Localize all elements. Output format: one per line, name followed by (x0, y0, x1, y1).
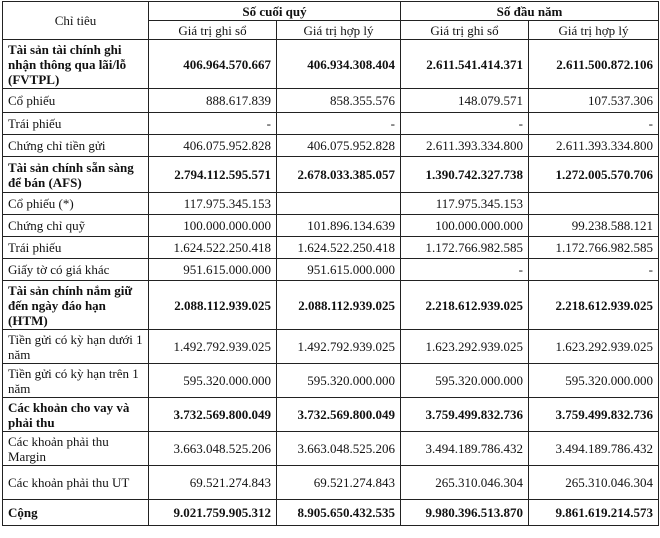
value-cell: 595.320.000.000 (529, 364, 659, 398)
value-cell: 951.615.000.000 (277, 259, 401, 281)
row-label: Trái phiếu (3, 237, 149, 259)
table-row (3, 330, 659, 364)
row-label: Giấy tờ có giá khác (3, 259, 149, 281)
value-cell: 2.611.393.334.800 (529, 135, 659, 157)
row-label: Cổ phiếu (*) (3, 193, 149, 215)
value-cell: 951.615.000.000 (149, 259, 277, 281)
value-cell: 1.623.292.939.025 (401, 330, 529, 364)
table-row (3, 432, 659, 466)
value-cell: 1.623.292.939.025 (529, 330, 659, 364)
value-cell: 265.310.046.304 (529, 466, 659, 500)
value-cell: 595.320.000.000 (149, 364, 277, 398)
header-book-value-y: Giá trị ghi sổ (401, 21, 529, 40)
value-cell (277, 193, 401, 215)
header-book-value-q: Giá trị ghi sổ (149, 21, 277, 40)
value-cell: 117.975.345.153 (401, 193, 529, 215)
value-cell: 406.964.570.667 (149, 40, 277, 89)
value-cell: 100.000.000.000 (149, 215, 277, 237)
row-label: Các khoản phải thu UT (3, 466, 149, 500)
value-cell: 406.075.952.828 (149, 135, 277, 157)
table-row (3, 40, 659, 89)
fair-value-table (2, 1, 659, 526)
value-cell: 2.794.112.595.571 (149, 157, 277, 193)
value-cell: 3.494.189.786.432 (401, 432, 529, 466)
header-year-start: Số đầu năm (401, 2, 659, 21)
table-row (3, 157, 659, 193)
value-cell: 100.000.000.000 (401, 215, 529, 237)
row-label: Các khoản cho vay và phải thu (3, 398, 149, 432)
value-cell: 8.905.650.432.535 (277, 500, 401, 526)
value-cell: - (529, 259, 659, 281)
header-indicator: Chỉ tiêu (3, 2, 149, 40)
value-cell: 406.934.308.404 (277, 40, 401, 89)
value-cell: 265.310.046.304 (401, 466, 529, 500)
value-cell: 9.021.759.905.312 (149, 500, 277, 526)
value-cell: - (401, 113, 529, 135)
value-cell: 595.320.000.000 (401, 364, 529, 398)
value-cell: 595.320.000.000 (277, 364, 401, 398)
row-label: Cổ phiếu (3, 89, 149, 113)
value-cell: - (149, 113, 277, 135)
value-cell: 2.678.033.385.057 (277, 157, 401, 193)
value-cell: 2.088.112.939.025 (149, 281, 277, 330)
value-cell: 1.492.792.939.025 (149, 330, 277, 364)
row-label: Tiền gửi có kỳ hạn trên 1 năm (3, 364, 149, 398)
value-cell: - (401, 259, 529, 281)
table-row (3, 215, 659, 237)
value-cell: 3.494.189.786.432 (529, 432, 659, 466)
value-cell: 1.172.766.982.585 (529, 237, 659, 259)
value-cell: 107.537.306 (529, 89, 659, 113)
row-label: Chứng chỉ quỹ (3, 215, 149, 237)
value-cell: 858.355.576 (277, 89, 401, 113)
value-cell: 3.759.499.832.736 (529, 398, 659, 432)
value-cell: 9.980.396.513.870 (401, 500, 529, 526)
value-cell: 888.617.839 (149, 89, 277, 113)
row-label: Tài sản chính sẵn sàng để bán (AFS) (3, 157, 149, 193)
row-label: Tài sản tài chính ghi nhận thông qua lãi/lỗ (FVTPL) (3, 40, 149, 89)
row-label: Tài sản chính nắm giữ đến ngày đáo hạn (HTM) (3, 281, 149, 330)
row-label: Các khoản phải thu Margin (3, 432, 149, 466)
value-cell: 69.521.274.843 (149, 466, 277, 500)
value-cell: 2.218.612.939.025 (529, 281, 659, 330)
value-cell: 2.611.500.872.106 (529, 40, 659, 89)
table-row (3, 259, 659, 281)
value-cell: 1.624.522.250.418 (149, 237, 277, 259)
value-cell: 3.732.569.800.049 (277, 398, 401, 432)
value-cell: 1.624.522.250.418 (277, 237, 401, 259)
value-cell: 2.611.541.414.371 (401, 40, 529, 89)
row-label: Cộng (3, 500, 149, 526)
value-cell: 99.238.588.121 (529, 215, 659, 237)
table-row (3, 89, 659, 113)
value-cell: 2.218.612.939.025 (401, 281, 529, 330)
value-cell: - (277, 113, 401, 135)
value-cell: 3.663.048.525.206 (149, 432, 277, 466)
value-cell: 2.088.112.939.025 (277, 281, 401, 330)
header-quarter-end: Số cuối quý (149, 2, 401, 21)
row-label: Trái phiếu (3, 113, 149, 135)
value-cell: 406.075.952.828 (277, 135, 401, 157)
value-cell: 1.172.766.982.585 (401, 237, 529, 259)
table-row (3, 500, 659, 526)
table-row (3, 364, 659, 398)
table-row (3, 113, 659, 135)
value-cell (529, 193, 659, 215)
value-cell: 3.732.569.800.049 (149, 398, 277, 432)
value-cell: 101.896.134.639 (277, 215, 401, 237)
value-cell: 9.861.619.214.573 (529, 500, 659, 526)
table-row (3, 237, 659, 259)
table-row (3, 398, 659, 432)
value-cell: - (529, 113, 659, 135)
value-cell: 117.975.345.153 (149, 193, 277, 215)
value-cell: 1.272.005.570.706 (529, 157, 659, 193)
value-cell: 3.663.048.525.206 (277, 432, 401, 466)
row-label: Chứng chỉ tiền gửi (3, 135, 149, 157)
value-cell: 148.079.571 (401, 89, 529, 113)
row-label: Tiền gửi có kỳ hạn dưới 1 năm (3, 330, 149, 364)
value-cell: 3.759.499.832.736 (401, 398, 529, 432)
value-cell: 69.521.274.843 (277, 466, 401, 500)
value-cell: 1.390.742.327.738 (401, 157, 529, 193)
header-fair-value-y: Giá trị hợp lý (529, 21, 659, 40)
table-row (3, 193, 659, 215)
table-row (3, 466, 659, 500)
table-body (3, 40, 659, 526)
value-cell: 1.492.792.939.025 (277, 330, 401, 364)
table-row (3, 135, 659, 157)
header-fair-value-q: Giá trị hợp lý (277, 21, 401, 40)
value-cell: 2.611.393.334.800 (401, 135, 529, 157)
table-row (3, 281, 659, 330)
